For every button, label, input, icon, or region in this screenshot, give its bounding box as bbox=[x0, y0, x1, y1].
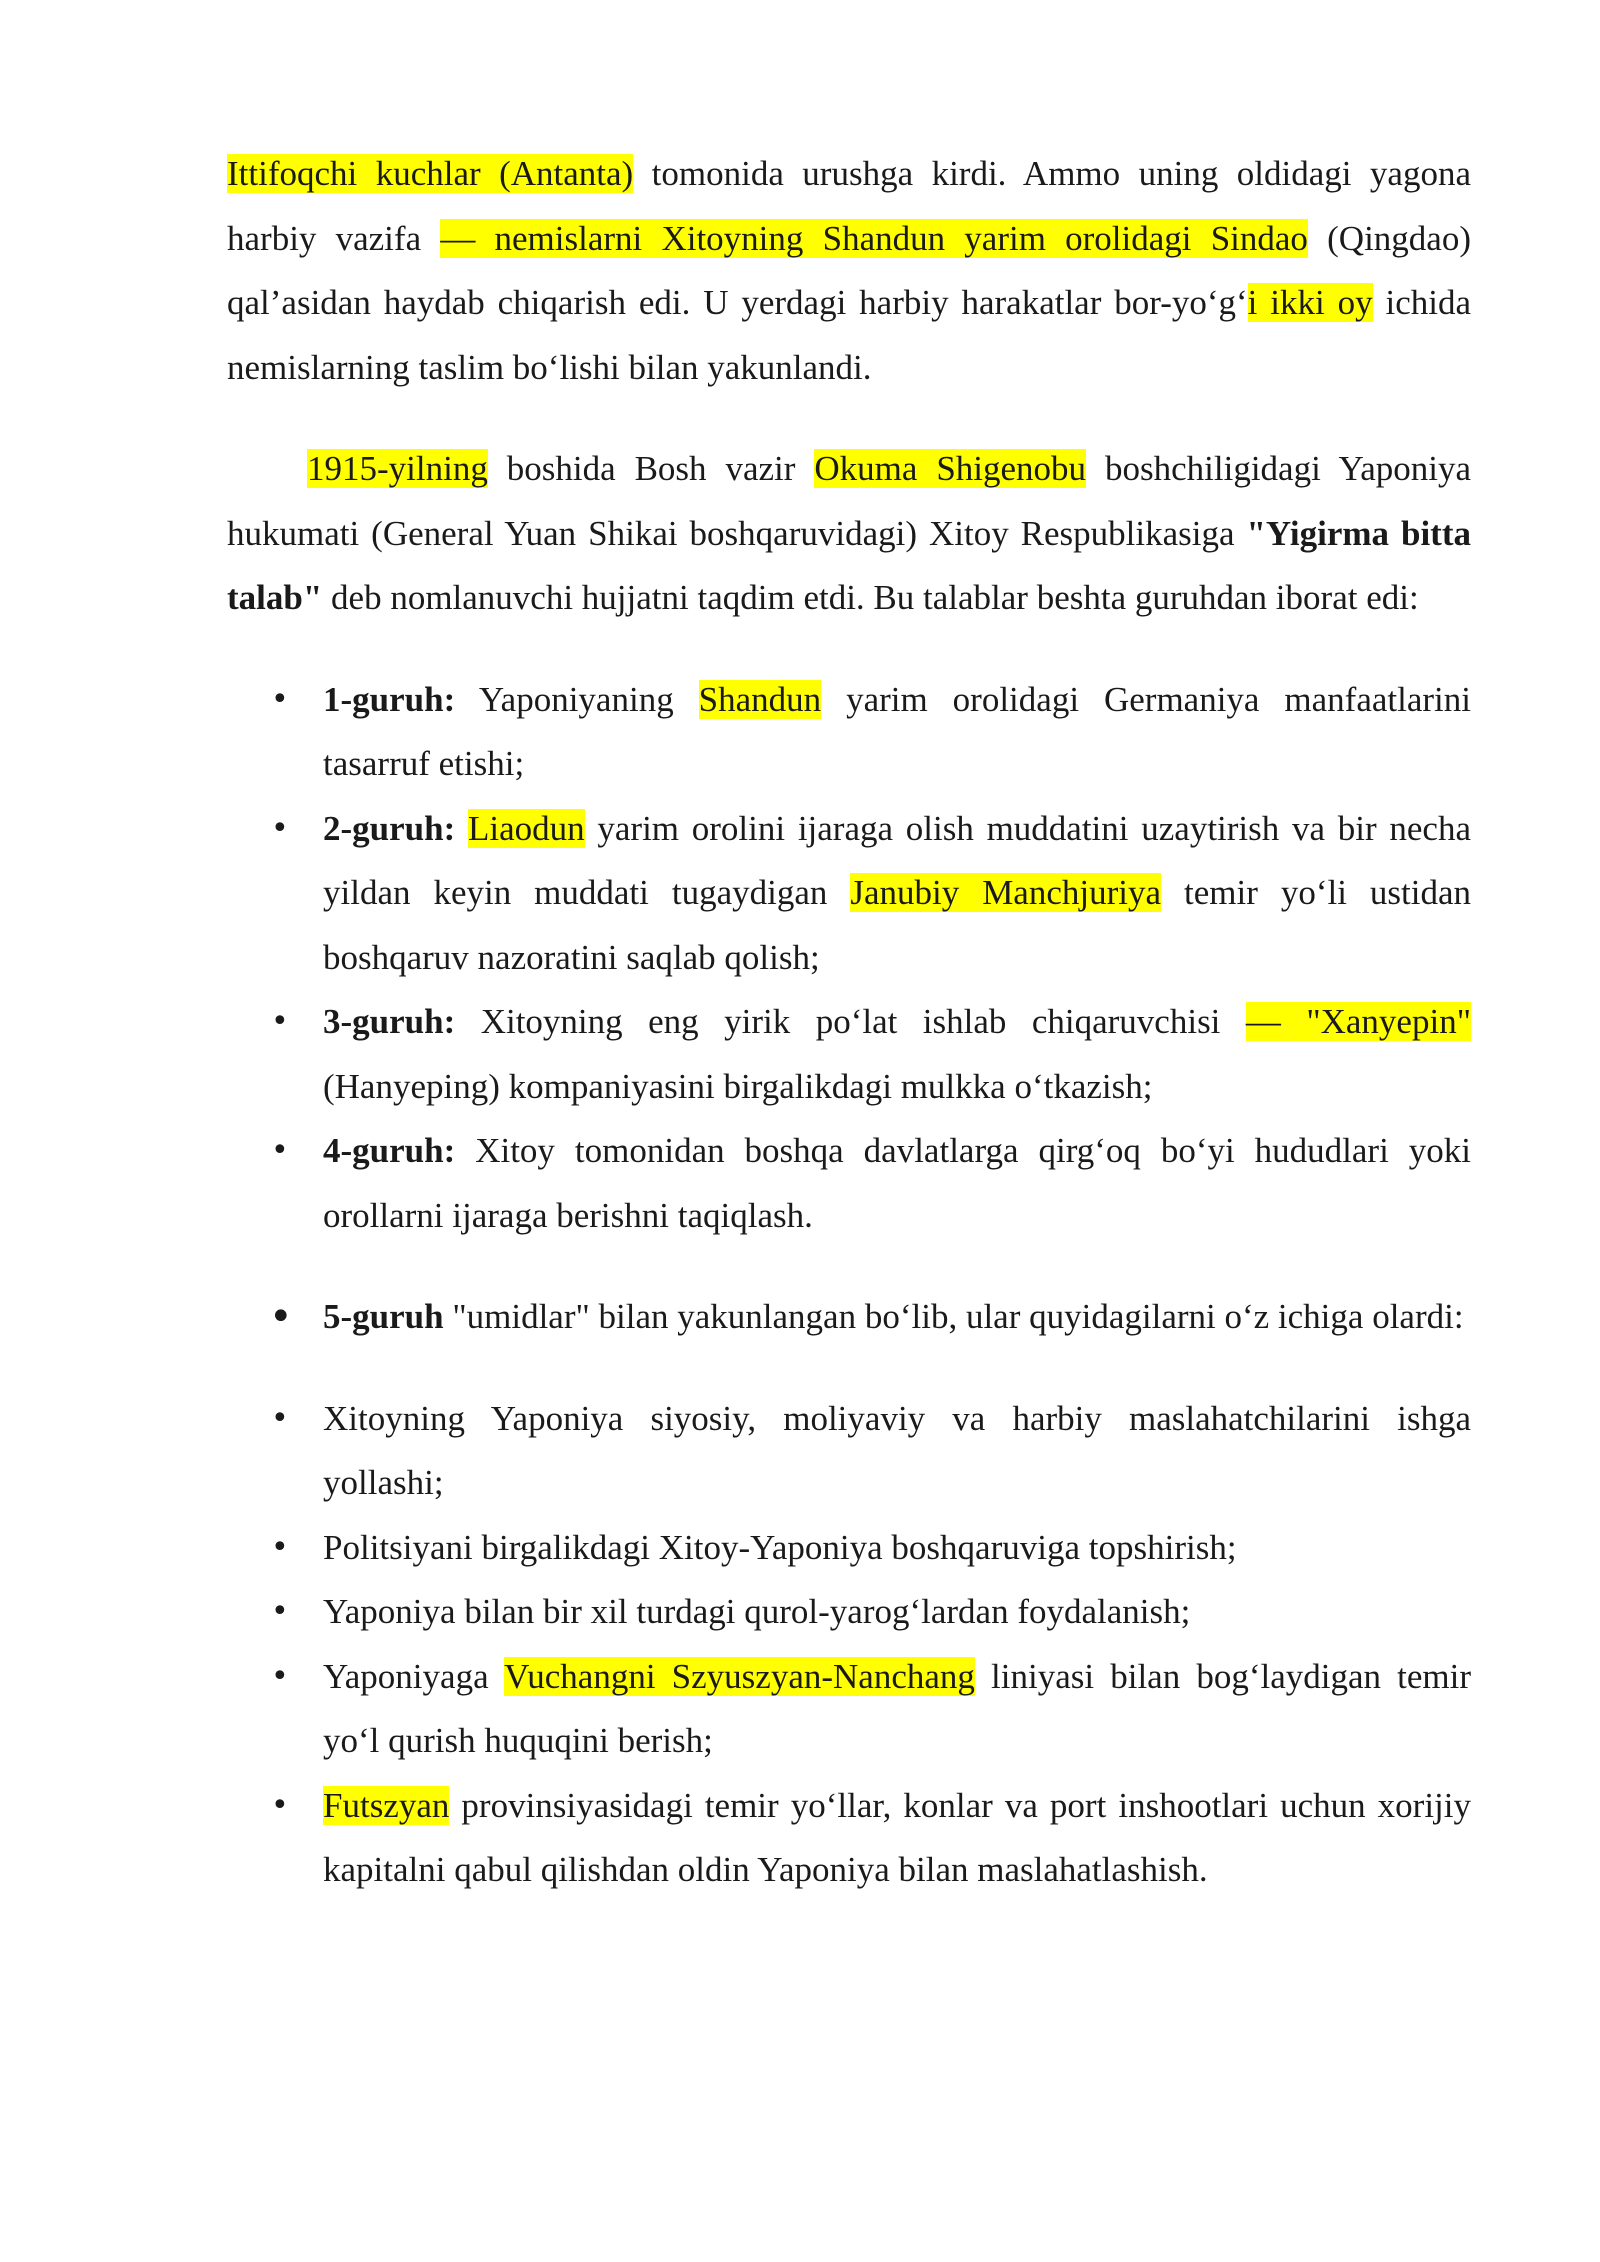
list-item-wish-1: • Xitoyning Yaponiya siyosiy, moliyaviy va harbiy maslahatchilarini ishga yollashi; bbox=[227, 1387, 1471, 1516]
list-item-wish-3: • Yaponiya bilan bir xil turdagi qurol-yarog‘lardan foydalanish; bbox=[227, 1580, 1471, 1645]
list-item-wish-4: • Yaponiyaga Vuchangni Szyuszyan-Nanchang liniyasi bilan bog‘laydigan temir yo‘l qurish huquqini berish; bbox=[227, 1645, 1471, 1774]
bold-term: "Yigirma bitta talab" bbox=[227, 513, 1471, 617]
list-item-group-1: • 1-guruh: Yaponiyaning Shandun yarim orolidagi Germaniya manfaatlarini tasarruf etishi; bbox=[227, 668, 1471, 797]
highlight: i ikki oy bbox=[1247, 283, 1373, 322]
wishes-list bbox=[227, 1387, 1471, 1903]
list-item-group-2: • 2-guruh: Liaodun yarim orolini ijaraga olish muddatini uzaytirish va bir necha yildan keyin muddati tugaydigan Janubiy Manchjuriya temir yo‘li ustidan boshqaruv nazoratini saqlab qolish; bbox=[227, 797, 1471, 991]
list-item-wish-5: • Futszyan provinsiyasidagi temir yo‘llar, konlar va port inshootlari uchun xorijiy kapitalni qabul qilishdan oldin Yaponiya bilan maslahatlashish. bbox=[227, 1774, 1471, 1903]
highlight: Shandun bbox=[698, 679, 822, 719]
document-page bbox=[227, 142, 1471, 1903]
list-item-group-4: • 4-guruh: Xitoy tomonidan boshqa davlatlarga qirg‘oq bo‘yi hududlari yoki orollarni ijaraga berishni taqiqlash. bbox=[227, 1119, 1471, 1248]
highlight: Okuma Shigenobu bbox=[814, 449, 1087, 488]
highlight: — "Xanyepin" bbox=[1245, 1002, 1471, 1041]
highlight: Ittifoqchi kuchlar (Antanta) bbox=[227, 154, 634, 193]
list-item-wish-2: • Politsiyani birgalikdagi Xitoy-Yaponiya boshqaruviga topshirish; bbox=[227, 1516, 1471, 1581]
highlight: Janubiy Manchjuriya bbox=[850, 873, 1162, 912]
highlight: Futszyan bbox=[323, 1785, 450, 1825]
groups-list bbox=[227, 668, 1471, 1249]
highlight: Liaodun bbox=[468, 808, 585, 848]
paragraph-twenty-one-demands: 1915-yilning boshida Bosh vazir Okuma Shigenobu boshchiligidagi Yaponiya hukumati (General Yuan Shikai boshqaruvidagi) Xitoy Respublikasiga "Yigirma bitta talab" deb nomlanuvchi hujjatni taqdim etdi. Bu talablar beshta guruhdan iborat edi: bbox=[227, 449, 1472, 617]
list-item-group-3: • 3-guruh: Xitoyning eng yirik po‘lat ishlab chiqaruvchisi — "Xanyepin" (Hanyeping) kompaniyasini birgalikdagi mulkka o‘tkazish; bbox=[227, 990, 1471, 1119]
group-5-list bbox=[227, 1285, 1471, 1350]
highlight: 1915-yilning bbox=[307, 449, 488, 488]
highlight: — nemislarni Xitoyning Shandun yarim orolidagi Sindao bbox=[440, 218, 1308, 258]
highlight: Vuchangni Szyuszyan-Nanchang bbox=[504, 1656, 975, 1696]
paragraph-antanta: Ittifoqchi kuchlar (Antanta) tomonida urushga kirdi. Ammo uning oldidagi yagona harbiy vazifa — nemislarni Xitoyning Shandun yarim orolidagi Sindao (Qingdao) qal’asidan haydab chiqarish edi. U yerdagi harbiy harakatlar bor-yo‘g‘i ikki oy ichida nemislarning taslim bo‘lishi bilan yakunlandi. bbox=[227, 154, 1472, 387]
list-item-group-5: • 5-guruh "umidlar" bilan yakunlangan bo‘lib, ular quyidagilarni o‘z ichiga olardi: bbox=[227, 1285, 1471, 1350]
